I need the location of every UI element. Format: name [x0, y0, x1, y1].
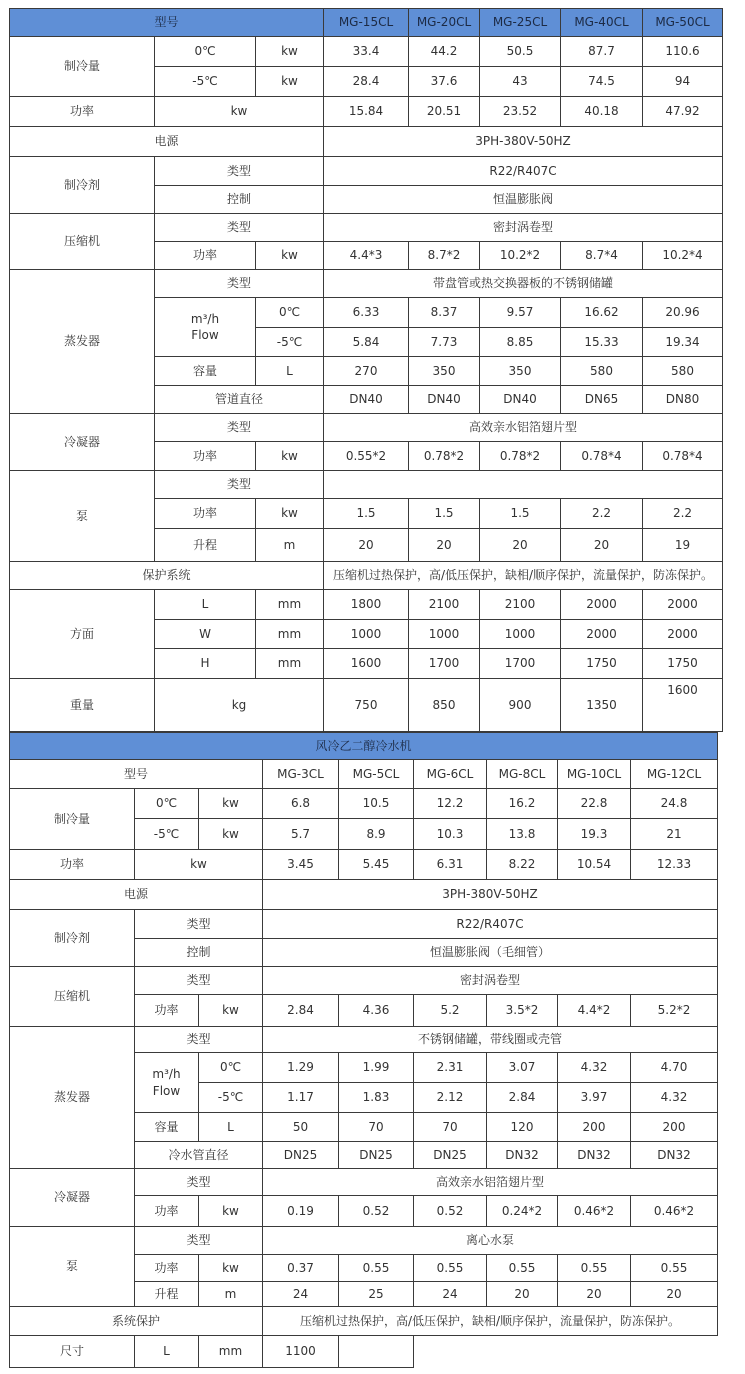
power-value: 40.18 [560, 96, 643, 127]
unit-label: kw [198, 1254, 263, 1282]
size-value: 1100 [262, 1335, 339, 1368]
protection-label: 系统保护 [9, 1306, 263, 1336]
flow-label [154, 297, 256, 357]
unit-label: m [255, 528, 324, 562]
condenser-power-value: 0.19 [262, 1195, 339, 1227]
cooling-value: 5.7 [262, 818, 339, 850]
compressor-power-value: 5.2*2 [630, 994, 718, 1027]
condenser-power-value: 0.52 [338, 1195, 414, 1227]
type-label: 类型 [134, 909, 263, 939]
power-value: 10.54 [557, 849, 631, 880]
power-value: 20.51 [408, 96, 480, 127]
pump-label: 泵 [9, 470, 155, 562]
power-label: 功率 [134, 1195, 199, 1227]
pipe-diameter-label: 管道直径 [154, 385, 324, 414]
temp-label: -5℃ [134, 818, 199, 850]
model-header: MG-12CL [630, 759, 718, 789]
power-label: 功率 [9, 849, 135, 880]
capacity-value: 70 [338, 1112, 414, 1142]
capacity-value: 270 [323, 356, 409, 386]
pump-power-value: 2.2 [560, 498, 643, 529]
compressor-power-value: 4.4*3 [323, 241, 409, 270]
unit-label: m [198, 1281, 263, 1307]
power-label: 功率 [154, 498, 256, 529]
unit-label: kw [255, 498, 324, 529]
power-value: 6.31 [413, 849, 487, 880]
dimension-value: 1000 [323, 619, 409, 649]
capacity-label: 容量 [134, 1112, 199, 1142]
power-value: 47.92 [642, 96, 723, 127]
type-label: 类型 [154, 470, 324, 499]
cooling-value: 10.3 [413, 818, 487, 850]
flow-value: 1.83 [338, 1082, 414, 1113]
type-label: 类型 [134, 1026, 263, 1053]
condenser-power-value: 0.46*2 [630, 1195, 718, 1227]
cooling-value: 94 [642, 66, 723, 97]
compressor-power-value: 4.4*2 [557, 994, 631, 1027]
evaporator-type-value: 带盘管或热交换器板的不锈钢储罐 [323, 269, 723, 298]
unit-label: kw [134, 849, 263, 880]
compressor-label: 压缩机 [9, 966, 135, 1027]
power-label: 功率 [134, 1254, 199, 1282]
dimension-value: 2000 [560, 589, 643, 620]
cooling-value: 6.8 [262, 788, 339, 819]
cooling-value: 12.2 [413, 788, 487, 819]
flow-value: 3.97 [557, 1082, 631, 1113]
dimension-value: 1750 [642, 648, 723, 679]
flow-value: 4.32 [557, 1052, 631, 1083]
dimension-label: L [154, 589, 256, 620]
pipe-diameter-value: DN80 [642, 385, 723, 414]
pump-lift-value: 20 [557, 1281, 631, 1307]
dimensions-label: 方面 [9, 589, 155, 679]
temp-label: -5℃ [154, 66, 256, 97]
table-title: 风冷乙二醇冷水机 [9, 732, 718, 760]
dimension-label: H [154, 648, 256, 679]
model-header: MG-5CL [338, 759, 414, 789]
pump-power-value: 0.55 [630, 1254, 718, 1282]
cell-text: m³/h [152, 1067, 181, 1082]
protection-value: 压缩机过热保护，高/低压保护，缺相/顺序保护，流量保护，防冻保护。 [262, 1306, 718, 1336]
dimension-value: 1800 [323, 589, 409, 620]
protection-value: 压缩机过热保护，高/低压保护，缺相/顺序保护，流量保护，防冻保护。 [323, 561, 723, 590]
dimension-value: 2100 [479, 589, 561, 620]
flow-value: 2.12 [413, 1082, 487, 1113]
capacity-value: 70 [413, 1112, 487, 1142]
weight-value: 750 [323, 678, 409, 732]
temp-label: 0℃ [154, 36, 256, 67]
power-label: 功率 [9, 96, 155, 127]
flow-value: 3.07 [486, 1052, 558, 1083]
cooling-value: 28.4 [323, 66, 409, 97]
cooling-value: 33.4 [323, 36, 409, 67]
capacity-value: 50 [262, 1112, 339, 1142]
pump-lift-value: 20 [630, 1281, 718, 1307]
cooling-value: 19.3 [557, 818, 631, 850]
model-header: MG-25CL [479, 8, 561, 37]
unit-label: kw [255, 66, 324, 97]
flow-value: 5.84 [323, 327, 409, 357]
pipe-diameter-value: DN65 [560, 385, 643, 414]
condenser-power-value: 0.46*2 [557, 1195, 631, 1227]
pump-power-value: 0.55 [413, 1254, 487, 1282]
condenser-power-value: 0.78*4 [642, 441, 723, 471]
pipe-diameter-value: DN40 [479, 385, 561, 414]
compressor-power-value: 5.2 [413, 994, 487, 1027]
refrigerant-label: 制冷剂 [9, 156, 155, 214]
pump-label: 泵 [9, 1226, 135, 1307]
pump-power-value: 0.37 [262, 1254, 339, 1282]
dimension-value: 1700 [408, 648, 480, 679]
cooling-capacity-label: 制冷量 [9, 36, 155, 97]
dimension-value: 2000 [560, 619, 643, 649]
model-header-label: 型号 [9, 759, 263, 789]
unit-label: kw [255, 441, 324, 471]
flow-value: 2.84 [486, 1082, 558, 1113]
flow-value: 7.73 [408, 327, 480, 357]
weight-value: 850 [408, 678, 480, 732]
temp-label: 0℃ [198, 1052, 263, 1083]
compressor-power-value: 10.2*2 [479, 241, 561, 270]
pipe-diameter-value: DN40 [408, 385, 480, 414]
refrigerant-control-value: 恒温膨胀阀 [323, 185, 723, 214]
pump-type-value: 离心水泵 [262, 1226, 718, 1255]
weight-value: 1600 [642, 678, 723, 732]
dimension-value: 1000 [479, 619, 561, 649]
cooling-value: 16.2 [486, 788, 558, 819]
pipe-diameter-value: DN32 [557, 1141, 631, 1169]
unit-label: kw [255, 36, 324, 67]
control-label: 控制 [134, 938, 263, 967]
refrigerant-control-value: 恒温膨胀阀（毛细管） [262, 938, 718, 967]
pump-lift-value: 20 [323, 528, 409, 562]
power-value: 12.33 [630, 849, 718, 880]
unit-label: L [255, 356, 324, 386]
temp-label: 0℃ [255, 297, 324, 328]
pump-lift-value: 19 [642, 528, 723, 562]
flow-value: 4.70 [630, 1052, 718, 1083]
unit-label: mm [255, 589, 324, 620]
type-label: 类型 [154, 156, 324, 186]
refrigerant-type-value: R22/R407C [262, 909, 718, 939]
pump-power-value: 2.2 [642, 498, 723, 529]
pump-lift-value: 20 [486, 1281, 558, 1307]
capacity-label: 容量 [154, 356, 256, 386]
condenser-power-value: 0.55*2 [323, 441, 409, 471]
pipe-diameter-value: DN40 [323, 385, 409, 414]
cooling-value: 50.5 [479, 36, 561, 67]
flow-value: 6.33 [323, 297, 409, 328]
refrigerant-label: 制冷剂 [9, 909, 135, 967]
flow-value: 15.33 [560, 327, 643, 357]
refrigerant-type-value: R22/R407C [323, 156, 723, 186]
model-header: MG-15CL [323, 8, 409, 37]
type-label: 类型 [154, 413, 324, 442]
condenser-type-value: 高效亲水铝箔翅片型 [262, 1168, 718, 1196]
evaporator-label: 蒸发器 [9, 1026, 135, 1169]
cooling-value: 37.6 [408, 66, 480, 97]
type-label: 类型 [134, 1226, 263, 1255]
size-label: 尺寸 [9, 1335, 135, 1368]
flow-value: 2.31 [413, 1052, 487, 1083]
pump-power-value: 1.5 [408, 498, 480, 529]
condenser-power-value: 0.78*4 [560, 441, 643, 471]
type-label: 类型 [134, 1168, 263, 1196]
flow-value: 8.85 [479, 327, 561, 357]
unit-label: kw [154, 96, 324, 127]
pipe-diameter-value: DN32 [630, 1141, 718, 1169]
compressor-power-value: 8.7*2 [408, 241, 480, 270]
power-supply-value: 3PH-380V-50HZ [262, 879, 718, 910]
pipe-diameter-value: DN25 [338, 1141, 414, 1169]
flow-value: 4.32 [630, 1082, 718, 1113]
type-label: 类型 [154, 213, 324, 242]
dimension-value: 2100 [408, 589, 480, 620]
flow-value: 8.37 [408, 297, 480, 328]
power-label: 功率 [154, 241, 256, 270]
capacity-value: 120 [486, 1112, 558, 1142]
lift-label: 升程 [134, 1281, 199, 1307]
model-header: MG-3CL [262, 759, 339, 789]
condenser-power-value: 0.24*2 [486, 1195, 558, 1227]
capacity-value: 200 [557, 1112, 631, 1142]
power-supply-label: 电源 [9, 879, 263, 910]
condenser-power-value: 0.78*2 [408, 441, 480, 471]
cooling-value: 110.6 [642, 36, 723, 67]
power-value: 3.45 [262, 849, 339, 880]
compressor-power-value: 4.36 [338, 994, 414, 1027]
pipe-diameter-value: DN25 [262, 1141, 339, 1169]
model-header: MG-6CL [413, 759, 487, 789]
protection-label: 保护系统 [9, 561, 324, 590]
unit-label: mm [198, 1335, 263, 1368]
compressor-type-value: 密封涡卷型 [262, 966, 718, 995]
flow-value: 20.96 [642, 297, 723, 328]
condenser-power-value: 0.78*2 [479, 441, 561, 471]
compressor-power-value: 8.7*4 [560, 241, 643, 270]
cell-text: Flow [191, 328, 219, 342]
compressor-power-value: 10.2*4 [642, 241, 723, 270]
flow-value: 1.99 [338, 1052, 414, 1083]
power-value: 8.22 [486, 849, 558, 880]
cell-text: Flow [152, 1083, 181, 1098]
power-value: 5.45 [338, 849, 414, 880]
model-header: MG-50CL [642, 8, 723, 37]
dimension-value: 1600 [323, 648, 409, 679]
model-header: MG-8CL [486, 759, 558, 789]
cooling-value: 44.2 [408, 36, 480, 67]
compressor-power-value: 2.84 [262, 994, 339, 1027]
dimension-value: 2000 [642, 589, 723, 620]
size-value [338, 1335, 414, 1368]
flow-value: 1.17 [262, 1082, 339, 1113]
pipe-diameter-value: DN25 [413, 1141, 487, 1169]
cell-text: m³/h [190, 311, 220, 326]
capacity-value: 580 [560, 356, 643, 386]
pipe-diameter-value: DN32 [486, 1141, 558, 1169]
pump-power-value: 0.55 [486, 1254, 558, 1282]
cooling-value: 22.8 [557, 788, 631, 819]
pump-power-value: 0.55 [338, 1254, 414, 1282]
unit-label: kw [198, 1195, 263, 1227]
dimension-value: 1000 [408, 619, 480, 649]
pump-type-value [323, 470, 723, 499]
weight-label: 重量 [9, 678, 155, 732]
model-header: MG-40CL [560, 8, 643, 37]
capacity-value: 200 [630, 1112, 718, 1142]
cooling-capacity-label: 制冷量 [9, 788, 135, 850]
unit-label: kw [255, 241, 324, 270]
capacity-value: 350 [479, 356, 561, 386]
temp-label: -5℃ [198, 1082, 263, 1113]
dimension-value: 2000 [642, 619, 723, 649]
compressor-power-value: 3.5*2 [486, 994, 558, 1027]
power-supply-label: 电源 [9, 126, 324, 157]
flow-value: 9.57 [479, 297, 561, 328]
dimension-label: W [154, 619, 256, 649]
pump-power-value: 1.5 [479, 498, 561, 529]
power-label: 功率 [154, 441, 256, 471]
unit-label: kw [198, 788, 263, 819]
cooling-value: 13.8 [486, 818, 558, 850]
type-label: 类型 [154, 269, 324, 298]
unit-label: kw [198, 818, 263, 850]
model-header: MG-20CL [408, 8, 480, 37]
evaporator-type-value: 不锈钢储罐，带线圈或壳管 [262, 1026, 718, 1053]
pump-lift-value: 20 [408, 528, 480, 562]
weight-value: 900 [479, 678, 561, 732]
power-label: 功率 [134, 994, 199, 1027]
cooling-value: 8.9 [338, 818, 414, 850]
control-label: 控制 [154, 185, 324, 214]
condenser-label: 冷凝器 [9, 413, 155, 471]
unit-label: kg [154, 678, 324, 732]
condenser-power-value: 0.52 [413, 1195, 487, 1227]
temp-label: -5℃ [255, 327, 324, 357]
power-value: 15.84 [323, 96, 409, 127]
flow-value: 19.34 [642, 327, 723, 357]
pump-lift-value: 20 [560, 528, 643, 562]
condenser-label: 冷凝器 [9, 1168, 135, 1227]
condenser-type-value: 高效亲水铝箔翅片型 [323, 413, 723, 442]
power-supply-value: 3PH-380V-50HZ [323, 126, 723, 157]
pipe-diameter-label: 冷水管直径 [134, 1141, 263, 1169]
flow-value: 16.62 [560, 297, 643, 328]
pump-power-value: 1.5 [323, 498, 409, 529]
lift-label: 升程 [154, 528, 256, 562]
evaporator-label: 蒸发器 [9, 269, 155, 414]
pump-lift-value: 24 [262, 1281, 339, 1307]
cooling-value: 74.5 [560, 66, 643, 97]
pump-lift-value: 24 [413, 1281, 487, 1307]
weight-value: 1350 [560, 678, 643, 732]
compressor-label: 压缩机 [9, 213, 155, 270]
compressor-type-value: 密封涡卷型 [323, 213, 723, 242]
cooling-value: 10.5 [338, 788, 414, 819]
flow-label [134, 1052, 199, 1113]
pump-lift-value: 25 [338, 1281, 414, 1307]
dimension-label: L [134, 1335, 199, 1368]
cooling-value: 43 [479, 66, 561, 97]
temp-label: 0℃ [134, 788, 199, 819]
capacity-value: 580 [642, 356, 723, 386]
power-value: 23.52 [479, 96, 561, 127]
unit-label: L [198, 1112, 263, 1142]
cooling-value: 21 [630, 818, 718, 850]
type-label: 类型 [134, 966, 263, 995]
flow-value: 1.29 [262, 1052, 339, 1083]
unit-label: kw [198, 994, 263, 1027]
capacity-value: 350 [408, 356, 480, 386]
unit-label: mm [255, 619, 324, 649]
model-header: MG-10CL [557, 759, 631, 789]
unit-label: mm [255, 648, 324, 679]
model-header-label: 型号 [9, 8, 324, 37]
dimension-value: 1750 [560, 648, 643, 679]
pump-power-value: 0.55 [557, 1254, 631, 1282]
cooling-value: 24.8 [630, 788, 718, 819]
dimension-value: 1700 [479, 648, 561, 679]
cooling-value: 87.7 [560, 36, 643, 67]
pump-lift-value: 20 [479, 528, 561, 562]
